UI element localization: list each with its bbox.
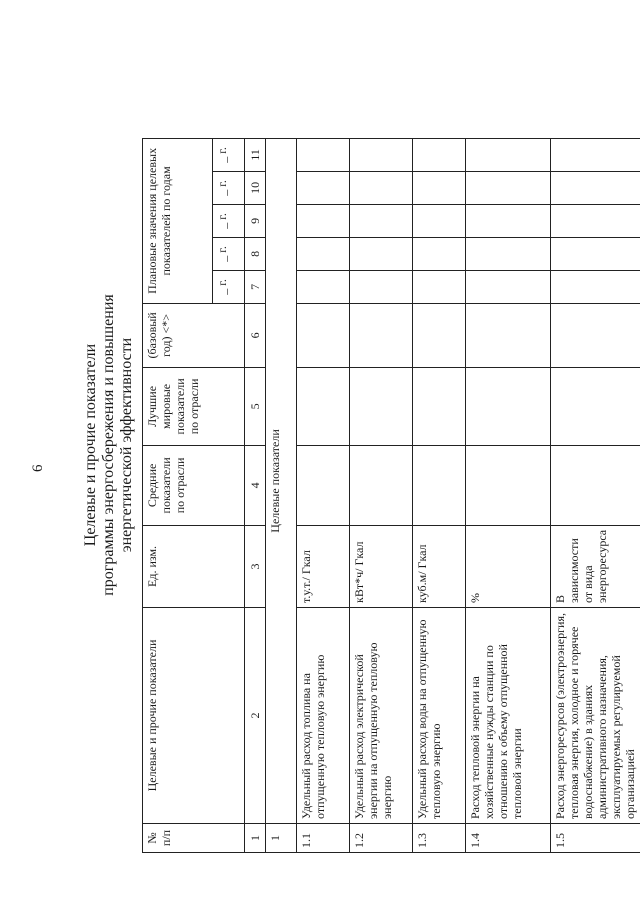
group-num: 1 xyxy=(266,824,297,853)
col-number: 1 xyxy=(245,824,266,853)
column-number-row xyxy=(245,138,266,852)
table-row xyxy=(551,138,640,852)
row-num: 1.4 xyxy=(466,824,551,853)
table-row xyxy=(350,138,413,852)
row-num: 1.2 xyxy=(350,824,413,853)
col-number: 9 xyxy=(245,204,266,237)
row-indicator: Расход энергоресурсов (электроэнергия, тепловая энергия, холодное и горячее водоснабжение) в зданиях административного назначения, эксплуатируемых регулируемой организацией xyxy=(551,608,640,824)
indicators-table xyxy=(142,138,640,853)
row-num: 1.1 xyxy=(297,824,350,853)
row-num: 1.3 xyxy=(413,824,466,853)
title-line-3: энергетической эффективности xyxy=(118,337,135,553)
table-row xyxy=(297,138,350,852)
title-line-1: Целевые и прочие показатели xyxy=(82,343,99,547)
col-number: 5 xyxy=(245,367,266,445)
row-unit: куб.м/ Гкал xyxy=(413,525,466,607)
row-indicator: Расход тепловой энергии на хозяйственные нужды станции по отношению к объему отпущенной тепловой энергии xyxy=(466,608,551,824)
row-num: 1.5 xyxy=(551,824,640,853)
group-row xyxy=(266,138,297,852)
header-year: _ г. xyxy=(213,171,245,204)
group-label: Целевые показатели xyxy=(266,138,297,823)
table-row xyxy=(466,138,551,852)
row-indicator: Удельный расход воды на отпущенную тепловую энергию xyxy=(413,608,466,824)
col-number: 4 xyxy=(245,445,266,525)
table-row xyxy=(413,138,466,852)
row-unit: % xyxy=(466,525,551,607)
col-number: 11 xyxy=(245,138,266,171)
row-unit: кВт*ч/ Гкал xyxy=(350,525,413,607)
title-line-2: программы энергосбережения и повышения xyxy=(100,294,117,596)
header-avg: Средние показатели по отрасли xyxy=(143,445,245,525)
col-number: 6 xyxy=(245,303,266,367)
document-title xyxy=(82,215,136,675)
row-indicator: Удельный расход топлива на отпущенную тепловую энергию xyxy=(297,608,350,824)
header-unit: Ед. изм. xyxy=(143,525,245,607)
header-year: _ г. xyxy=(213,270,245,303)
header-planned: Плановые значения целевых показателей по годам xyxy=(143,138,213,303)
header-best: Лучшие мировые показатели по отрасли xyxy=(143,367,245,445)
header-num: № п/п xyxy=(143,824,245,853)
header-base-year: (базовый год) <*> xyxy=(143,303,245,367)
header-year: _ г. xyxy=(213,204,245,237)
col-number: 8 xyxy=(245,237,266,270)
col-number: 2 xyxy=(245,608,266,824)
header-indicator: Целевые и прочие показатели xyxy=(143,608,245,824)
col-number: 10 xyxy=(245,171,266,204)
row-unit: т.у.т./ Гкал xyxy=(297,525,350,607)
header-year: _ г. xyxy=(213,138,245,171)
col-number: 7 xyxy=(245,270,266,303)
col-number: 3 xyxy=(245,525,266,607)
row-unit: В зависимости от вида энергоресурса xyxy=(551,525,640,607)
page-number: 6 xyxy=(30,464,46,472)
header-row xyxy=(143,138,213,852)
row-indicator: Удельный расход электрической энергии на отпущенную тепловую энергию xyxy=(350,608,413,824)
header-year: _ г. xyxy=(213,237,245,270)
